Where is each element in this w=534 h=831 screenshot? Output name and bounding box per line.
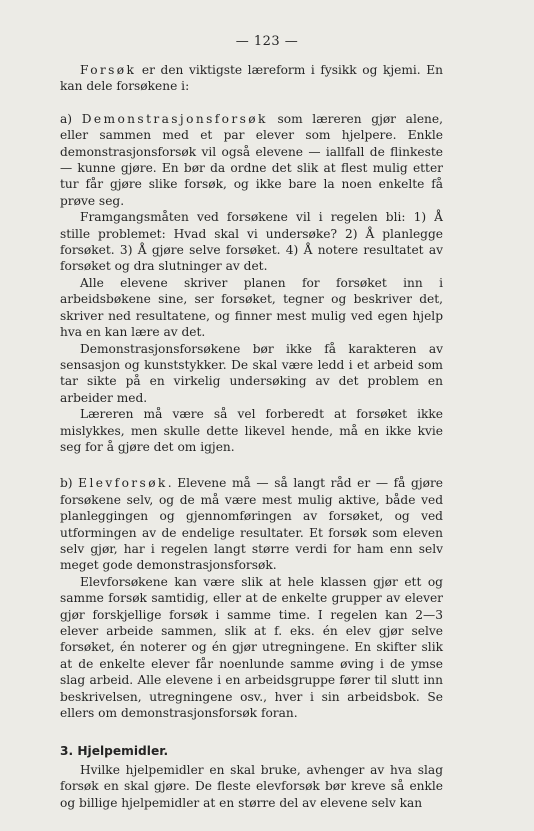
label-b: b): [60, 476, 79, 491]
body-text: [60, 62, 443, 811]
paragraph-groups: Elevforsøkene kan være slik at hele klassen gjør ett og samme forsøk samtidig, eller at de enkelte grupper av elever gjør forskjellige forsøk i samme time. I regelen kan 2—3 elever arbeide sammen, slik at f. eks. én elev gjør selve forsøket, én noterer og én gjør utregningene. En skifter slik at de enkelte elever får noenlunde samme øving i de ymse slag arbeid. Alle elevene i en arbeidsgruppe fører til slutt inn beskrivelsen, utregningene osv., hver i sin arbeidsbok. Se ellers om demonstrasjonsforsøk foran.: [60, 574, 443, 721]
term-demonstrasjonsforsok: Demonstrasjonsforsøk: [81, 111, 268, 126]
paragraph-student-experiments: [60, 475, 443, 573]
paragraph-aids: Hvilke hjelpemidler en skal bruke, avhenger av hva slag forsøk en skal gjøre. De fleste elevforsøk bør kreve så enkle og billige hjelpemidler at en større del av elevene selv kan: [60, 762, 443, 810]
paragraph-demonstration: [60, 111, 443, 209]
intro-text: er den viktigste læreform i fysikk og kjemi. En kan dele forsøkene i:: [60, 63, 443, 94]
term-forsok: Forsøk: [80, 63, 137, 77]
label-a: a): [60, 111, 82, 126]
page-number: — 123 —: [235, 34, 299, 49]
paragraph-procedure: Framgangsmåten ved forsøkene vil i regelen bli: 1) Å stille problemet: Hvad skal vi undersøke? 2) Å planlegge forsøket. 3) Å gjøre selve forsøket. 4) Å notere resultatet av forsøket og dra slutninger av det.: [60, 210, 443, 274]
paragraph-sensation: Demonstrasjonsforsøkene bør ikke få karakteren av sensasjon og kunststykker. De skal være ledd i et arbeid som tar sikte på en virkelig undersøking av det problem en arbeider med.: [60, 341, 443, 405]
section-heading-hjelpemidler: 3. Hjelpemidler.: [60, 744, 169, 759]
student-experiments-text: . Elevene må — så langt råd er — få gjøre forsøkene selv, og de må være mest mulig aktive, både ved planleggingen og gjennomføringen av forsøket, og ved utformingen av de endelige resultater. Et forsøk som eleven selv gjør, har i regelen langt større verdi for ham enn selv meget gode demonstrasjonsforsøk.: [60, 476, 443, 573]
term-elevforsok: Elevforsøk: [78, 476, 168, 491]
paragraph-workbooks: Alle elevene skriver planen for forsøket inn i arbeidsbøkene sine, ser forsøket, tegner og beskriver det, skriver ned resultatene, og finner mest mulig ved egen hjelp hva en kan lære av det.: [60, 275, 443, 340]
paragraph-intro: [60, 62, 443, 95]
paragraph-preparation: Læreren må være så vel forberedt at forsøket ikke mislykkes, men skulle dette likevel hende, må en ikke kvie seg for å gjøre det om igjen.: [60, 407, 443, 454]
demonstration-text: som læreren gjør alene, eller sammen med et par elever som hjelpere. Enkle demonstrasjonsforsøk vil også elevene — iallfall de flinkeste — kunne gjøre. En bør da ordne det slik at flest mulig etter tur får gjøre slike forsøk, og ikke bare la noen enkelte få prøve seg.: [60, 111, 443, 208]
